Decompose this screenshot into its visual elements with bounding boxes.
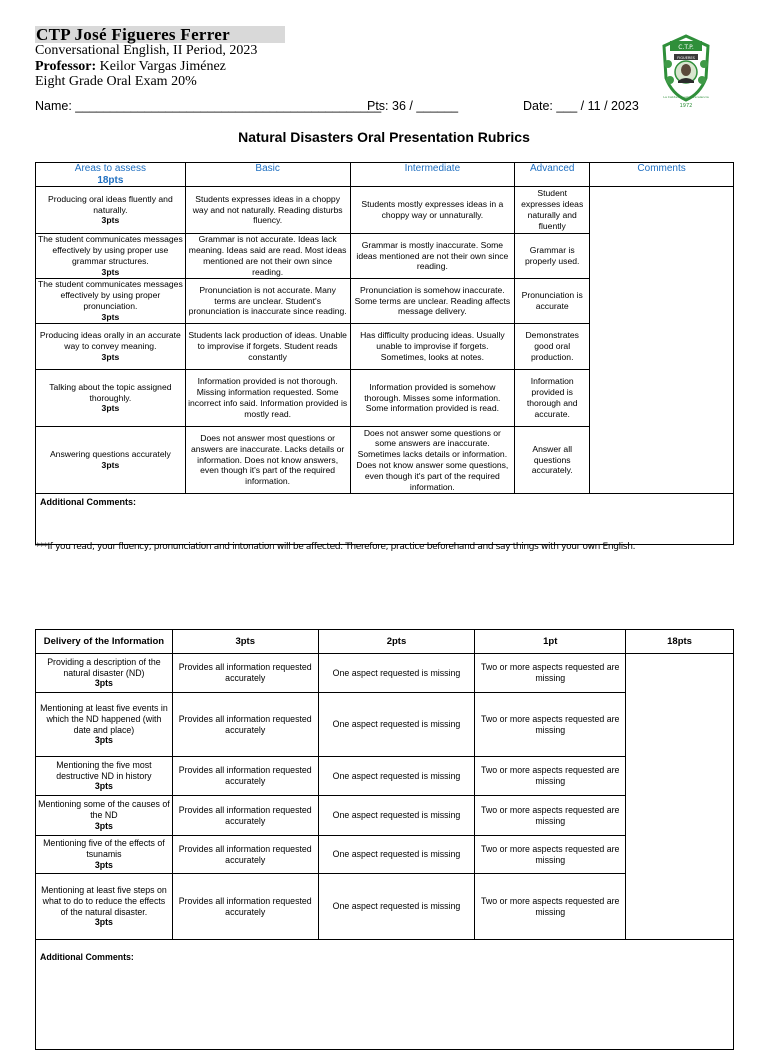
table-header-row (36, 163, 734, 187)
logo-mid-text: FIGUERES (677, 56, 695, 60)
header-2pts: 2pts (318, 630, 475, 654)
area-cell: The student communicates messages effectively by using proper use grammar structures. 3pts (36, 234, 186, 279)
basic-cell: Pronunciation is not accurate. Many terms are unclear. Student's pronunciation is inaccurate since reading. (185, 279, 350, 324)
area-cell: Producing oral ideas fluently and naturally. 3pts (36, 187, 186, 234)
table-row (36, 187, 734, 234)
three-pts-cell: Provides all information requested accurately (172, 693, 318, 757)
exam-line: Eight Grade Oral Exam 20% (35, 74, 197, 89)
advanced-cell: Information provided is thorough and accurate. (515, 370, 590, 427)
header-comments: Comments (590, 163, 734, 187)
three-pts-cell: Provides all information requested accurately (172, 836, 318, 874)
basic-cell: Students lack production of ideas. Unable to improvise if forgets. Student reads constantly (185, 324, 350, 370)
advanced-cell: Pronunciation is accurate (515, 279, 590, 324)
intermediate-cell: Pronunciation is somehow inaccurate. Some terms are unclear. Reading affects message delivery. (350, 279, 515, 324)
one-pt-cell: Two or more aspects requested are missing (475, 757, 626, 796)
area-cell: Answering questions accurately 3pts (36, 427, 186, 494)
additional-comments-row (36, 494, 734, 545)
logo-year: 1972 (679, 103, 693, 109)
basic-cell: Information provided is not thorough. Missing information requested. Some incorrect info said. Information provided is mostly read. (185, 370, 350, 427)
two-pts-cell: One aspect requested is missing (318, 757, 475, 796)
one-pt-cell: Two or more aspects requested are missing (475, 836, 626, 874)
one-pt-cell: Two or more aspects requested are missing (475, 693, 626, 757)
header-intermediate: Intermediate (350, 163, 515, 187)
intermediate-cell: Has difficulty producing ideas. Usually unable to improvise if forgets. Sometimes, looks at notes. (350, 324, 515, 370)
oral-rubric-table (35, 162, 734, 545)
header-delivery: Delivery of the Information (36, 630, 173, 654)
logo-motto: La Calidad Nuestra Excelencia (663, 95, 709, 99)
two-pts-cell: One aspect requested is missing (318, 796, 475, 836)
advanced-cell: Grammar is properly used. (515, 234, 590, 279)
header-total: 18pts (626, 630, 734, 654)
three-pts-cell: Provides all information requested accurately (172, 654, 318, 693)
basic-cell: Students expresses ideas in a choppy way and not naturally. Reading disturbs fluency. (185, 187, 350, 234)
item-cell: Providing a description of the natural disaster (ND) 3pts (36, 654, 173, 693)
reading-note: ***If you read, your fluency, pronunciation and intonation will be affected. Therefore, practice beforehand and say things with your own English. (35, 542, 636, 552)
points-field[interactable]: Pts: 36 / ______ (367, 99, 459, 113)
additional-comments-field[interactable]: Additional Comments: (36, 940, 734, 1050)
header-advanced: Advanced (515, 163, 590, 187)
area-cell: Producing ideas orally in an accurate way to convey meaning. 3pts (36, 324, 186, 370)
two-pts-cell: One aspect requested is missing (318, 874, 475, 940)
table-header-row (36, 630, 734, 654)
one-pt-cell: Two or more aspects requested are missing (475, 796, 626, 836)
header-basic: Basic (185, 163, 350, 187)
date-field[interactable]: Date: ___ / 11 / 2023 (523, 99, 639, 113)
intermediate-cell: Does not answer some questions or some answers are inaccurate. Sometimes lacks details or information. Does not know answer some questions, even though it's part of the required information. (350, 427, 515, 494)
intermediate-cell: Information provided is somehow thorough. Misses some information. Some information provided is read. (350, 370, 515, 427)
two-pts-cell: One aspect requested is missing (318, 693, 475, 757)
three-pts-cell: Provides all information requested accurately (172, 874, 318, 940)
course-line: Conversational English, II Period, 2023 (35, 43, 258, 58)
name-field[interactable]: Name: ____________________________________________ (35, 99, 382, 113)
school-name: CTP José Figueres Ferrer (36, 25, 230, 44)
three-pts-cell: Provides all information requested accurately (172, 757, 318, 796)
logo-top-text: C.T.P. (678, 44, 694, 51)
basic-cell: Does not answer most questions or answers are inaccurate. Lacks details or information. Does not know answers, even though it's part of the required information. (185, 427, 350, 494)
header-1pt: 1pt (475, 630, 626, 654)
table-row (36, 654, 734, 693)
delivery-rubric-table (35, 629, 734, 1050)
area-cell: The student communicates messages effectively by using proper pronunciation. 3pts (36, 279, 186, 324)
intermediate-cell: Students mostly expresses ideas in a choppy way or unnaturally. (350, 187, 515, 234)
advanced-cell: Student expresses ideas naturally and fluently (515, 187, 590, 234)
item-cell: Mentioning at least five events in which the ND happened (with date and place) 3pts (36, 693, 173, 757)
item-cell: Mentioning some of the causes of the ND 3pts (36, 796, 173, 836)
advanced-cell: Answer all questions accurately. (515, 427, 590, 494)
basic-cell: Grammar is not accurate. Ideas lack meaning. Ideas said are read. Most ideas mentioned are not their own since reading. (185, 234, 350, 279)
header-3pts: 3pts (172, 630, 318, 654)
student-info-row (35, 99, 735, 117)
rubric-title: Natural Disasters Oral Presentation Rubrics (238, 129, 530, 145)
two-pts-cell: One aspect requested is missing (318, 836, 475, 874)
comments-cell[interactable] (590, 187, 734, 494)
item-cell: Mentioning the five most destructive ND in history 3pts (36, 757, 173, 796)
additional-comments-row (36, 940, 734, 1050)
additional-comments-field[interactable]: Additional Comments: (36, 494, 734, 545)
professor-label: Professor: (35, 59, 97, 74)
three-pts-cell: Provides all information requested accurately (172, 796, 318, 836)
total-score-cell[interactable] (626, 654, 734, 940)
intermediate-cell: Grammar is mostly inaccurate. Some ideas mentioned are not their own since reading. (350, 234, 515, 279)
area-cell: Talking about the topic assigned thoroughly. 3pts (36, 370, 186, 427)
header-areas: Areas to assess 18pts (36, 163, 186, 187)
professor-line (35, 59, 226, 75)
item-cell: Mentioning five of the effects of tsunamis 3pts (36, 836, 173, 874)
professor-name: Keilor Vargas Jiménez (99, 59, 226, 74)
advanced-cell: Demonstrates good oral production. (515, 324, 590, 370)
one-pt-cell: Two or more aspects requested are missing (475, 654, 626, 693)
item-cell: Mentioning at least five steps on what to do to reduce the effects of the natural disaster. 3pts (36, 874, 173, 940)
two-pts-cell: One aspect requested is missing (318, 654, 475, 693)
one-pt-cell: Two or more aspects requested are missing (475, 874, 626, 940)
